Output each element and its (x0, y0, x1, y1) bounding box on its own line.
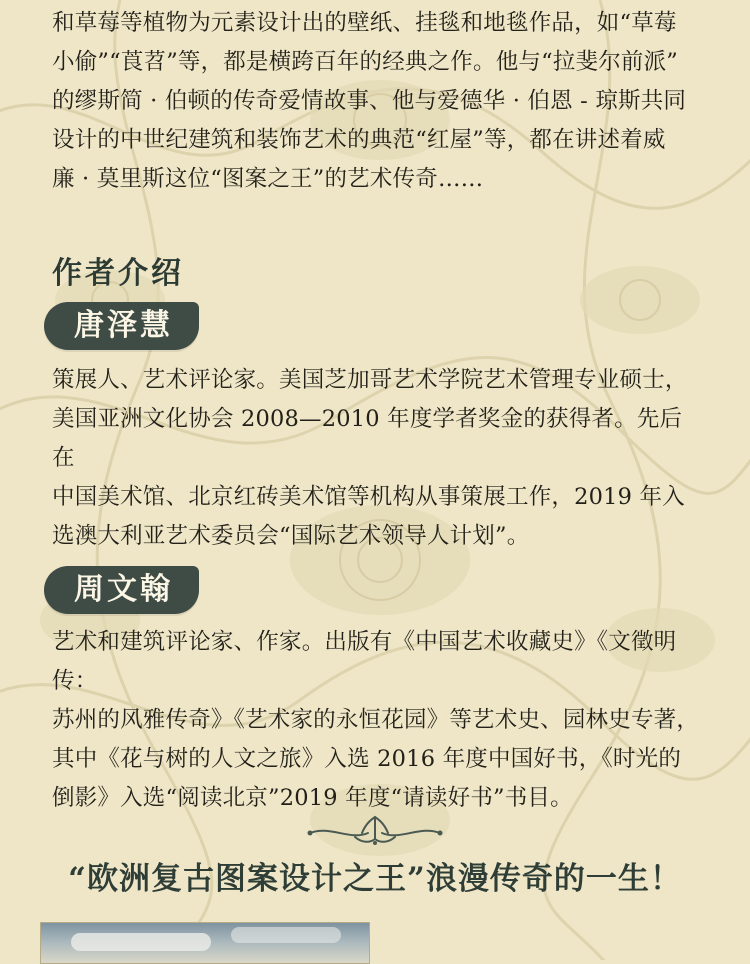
bio-line: 倒影》入选“阅读北京”2019 年度“请读好书”书目。 (52, 785, 573, 811)
intro-line: 和草莓等植物为元素设计出的壁纸、挂毯和地毯作品，如“草莓 (52, 10, 677, 36)
bio-line: 美国亚洲文化协会 2008—2010 年度学者奖金的获得者。先后在 (52, 406, 683, 471)
bio-line: 其中《花与树的人文之旅》入选 2016 年度中国好书，《时光的 (52, 746, 682, 772)
bio-line: 中国美术馆、北京红砖美术馆等机构从事策展工作，2019 年入 (52, 484, 685, 510)
section-heading-author-intro: 作者介绍 (52, 256, 184, 291)
author-bio-1 (52, 361, 702, 556)
bio-line: 选澳大利亚艺术委员会“国际艺术领导人计划”。 (52, 523, 530, 549)
cloud-shape (231, 927, 341, 943)
author-name-badge-2: 周文翰 (44, 566, 199, 614)
intro-line: 小偷”“莨苕”等，都是横跨百年的经典之作。他与“拉斐尔前派” (52, 49, 679, 75)
cloud-shape (71, 933, 211, 951)
banner-title: “欧洲复古图案设计之王”浪漫传奇的一生！ (68, 861, 682, 897)
intro-line: 廉 · 莫里斯这位“图案之王”的艺术传奇…… (52, 166, 484, 192)
flourish-divider-icon (300, 813, 450, 849)
bio-line: 策展人、艺术评论家。美国芝加哥艺术学院艺术管理专业硕士， (52, 367, 688, 393)
bio-line: 苏州的风雅传奇》《艺术家的永恒花园》等艺术史、园林史专著， (52, 707, 700, 733)
intro-line: 的缪斯简 · 伯顿的传奇爱情故事、他与爱德华 · 伯恩 - 琼斯共同 (52, 88, 687, 114)
intro-paragraph (52, 4, 702, 199)
author-name-badge-1: 唐泽慧 (44, 302, 199, 350)
author-bio-2 (52, 623, 702, 818)
bio-line: 艺术和建筑评论家、作家。出版有《中国艺术收藏史》《文徵明传： (52, 629, 677, 694)
intro-line: 设计的中世纪建筑和装饰艺术的典范“红屋”等，都在讲述着威 (52, 127, 666, 153)
landscape-photo (40, 922, 370, 964)
